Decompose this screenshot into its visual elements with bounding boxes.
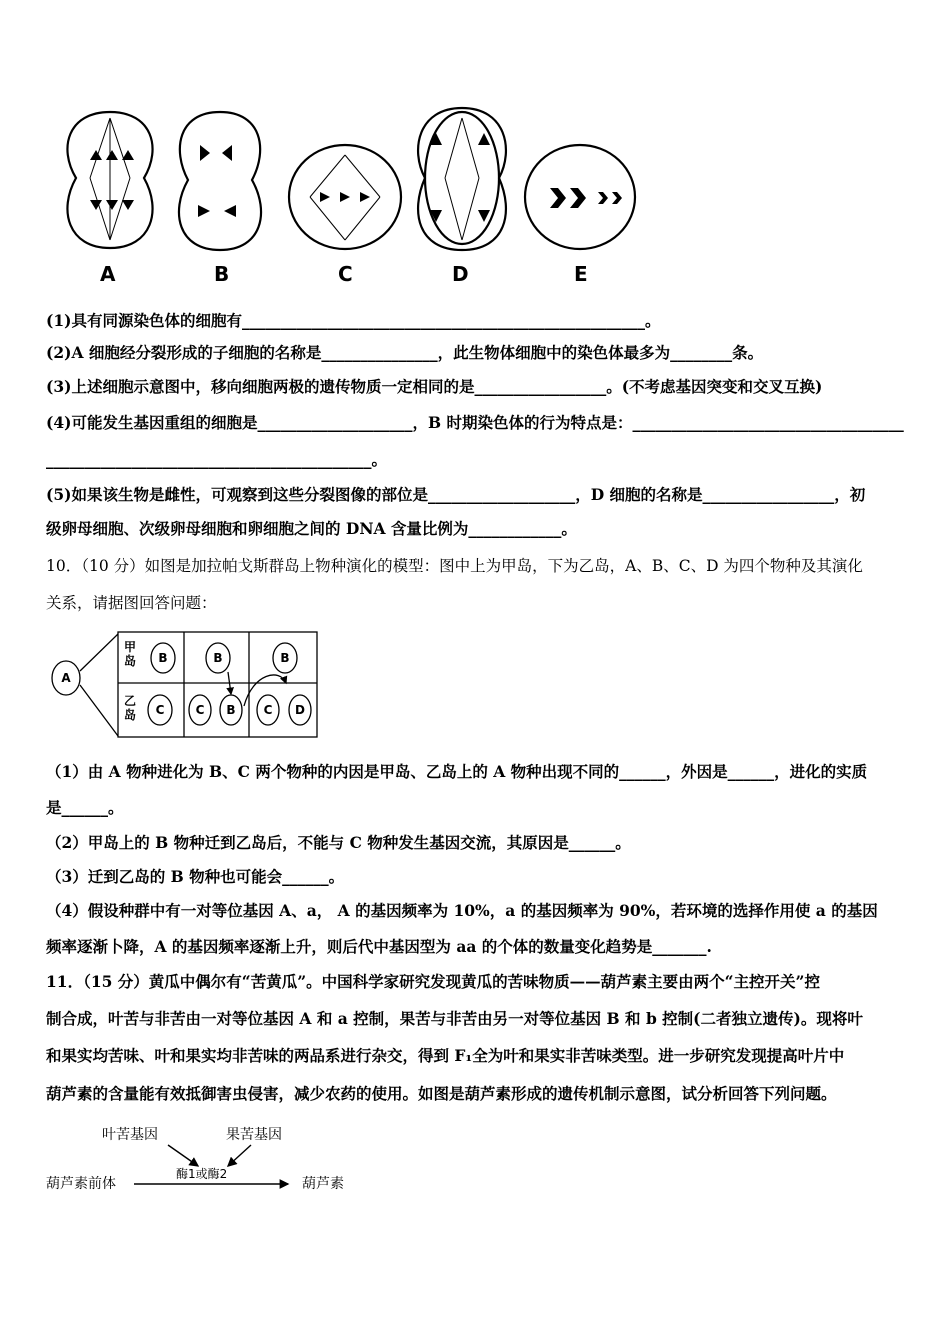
svg-text:B: B: [280, 651, 290, 665]
cell-label-e: E: [574, 262, 588, 286]
q10-part1-a: （1）由 A 物种进化为 B、C 两个物种的内因是甲岛、乙岛上的 A 物种出现不同的______，外因是______，进化的实质: [46, 762, 868, 781]
product-label: 葫芦素: [302, 1176, 344, 1192]
cell-label-b: B: [214, 262, 230, 286]
q10-part3: （3）迁到乙岛的 B 物种也可能会______。: [46, 867, 345, 886]
cell-label-d: D: [452, 262, 469, 286]
q10-part1-b: 是______。: [46, 798, 124, 817]
q10-part2: （2）甲岛上的 B 物种迁到乙岛后，不能与 C 物种发生基因交流，其原因是______。: [46, 833, 631, 852]
cell-label-c: C: [338, 262, 353, 286]
cell-label-a: A: [100, 262, 116, 286]
svg-text:D: D: [295, 703, 305, 717]
island-label-jia: 甲岛: [124, 640, 137, 668]
q11-line2: 制合成，叶苦与非苦由一对等位基因 A 和 a 控制，果苦与非苦由另一对等位基因 B 和 b 控制(二者独立遗传)。现将叶: [46, 1009, 863, 1028]
q9-part5-a: (5)如果该生物是雌性，可观察到这些分裂图像的部位是___________________，D 细胞的名称是_________________，初: [46, 485, 866, 504]
svg-text:C: C: [195, 703, 205, 717]
svg-text:B: B: [226, 703, 236, 717]
svg-text:B: B: [213, 651, 223, 665]
q11-line3: 和果实均苦味、叶和果实均非苦味的两品系进行杂交，得到 F₁全为叶和果实非苦味类型。进一步研究发现提高叶片中: [46, 1046, 845, 1065]
cucurbitacin-pathway-figure: [46, 1122, 366, 1197]
q10-part4-b: 频率逐渐卜降，A 的基因频率逐渐上升，则后代中基因型为 aa 的个体的数量变化趋势是_______.: [46, 937, 712, 956]
island-label-yi: 乙岛: [124, 694, 137, 722]
svg-text:C: C: [263, 703, 273, 717]
enzyme-label: 酶1或酶2: [176, 1167, 228, 1181]
q10-stem-a: 10．（10 分）如图是加拉帕戈斯群岛上物种演化的模型：图中上为甲岛，下为乙岛，A、B、C、D 为四个物种及其演化: [46, 557, 863, 575]
q9-part2: (2)A 细胞经分裂形成的子细胞的名称是_______________，此生物体细胞中的染色体最多为________条。: [46, 343, 764, 362]
svg-text:B: B: [158, 651, 168, 665]
q11-line4: 葫芦素的含量能有效抵御害虫侵害，减少农药的使用。如图是葫芦素形成的遗传机制示意图，试分析回答下列问题。: [46, 1084, 837, 1103]
q10-stem-b: 关系，请据图回答问题：: [46, 594, 217, 612]
q9-part3: (3)上述细胞示意图中，移向细胞两极的遗传物质一定相同的是_________________。(不考虑基因突变和交叉互换): [46, 377, 823, 396]
species-a-label: A: [61, 671, 71, 685]
q9-part1: (1)具有同源染色体的细胞有____________________________________________________。: [46, 311, 661, 330]
q9-part4-b: __________________________________________。: [46, 450, 388, 469]
q11-line1: 11．（15 分）黄瓜中偶尔有“苦黄瓜”。中国科学家研究发现黄瓜的苦味物质——葫芦素主要由两个“主控开关”控: [46, 972, 820, 991]
q10-part4-a: （4）假设种群中有一对等位基因 A、a， A 的基因频率为 10%，a 的基因频率为 90%，若环境的选择作用使 a 的基因: [46, 901, 878, 920]
precursor-label: 葫芦素前体: [46, 1176, 116, 1192]
gene-fruit-bitter-label: 果苦基因: [226, 1127, 282, 1143]
q9-part5-b: 级卵母细胞、次级卵母细胞和卵细胞之间的 DNA 含量比例为____________。: [46, 519, 577, 538]
svg-text:C: C: [155, 703, 165, 717]
gene-leaf-bitter-label: 叶苦基因: [102, 1127, 158, 1143]
island-evolution-figure: [48, 628, 323, 743]
q9-part4-a: (4)可能发生基因重组的细胞是____________________，B 时期染色体的行为特点是：___________________________________: [46, 413, 904, 432]
